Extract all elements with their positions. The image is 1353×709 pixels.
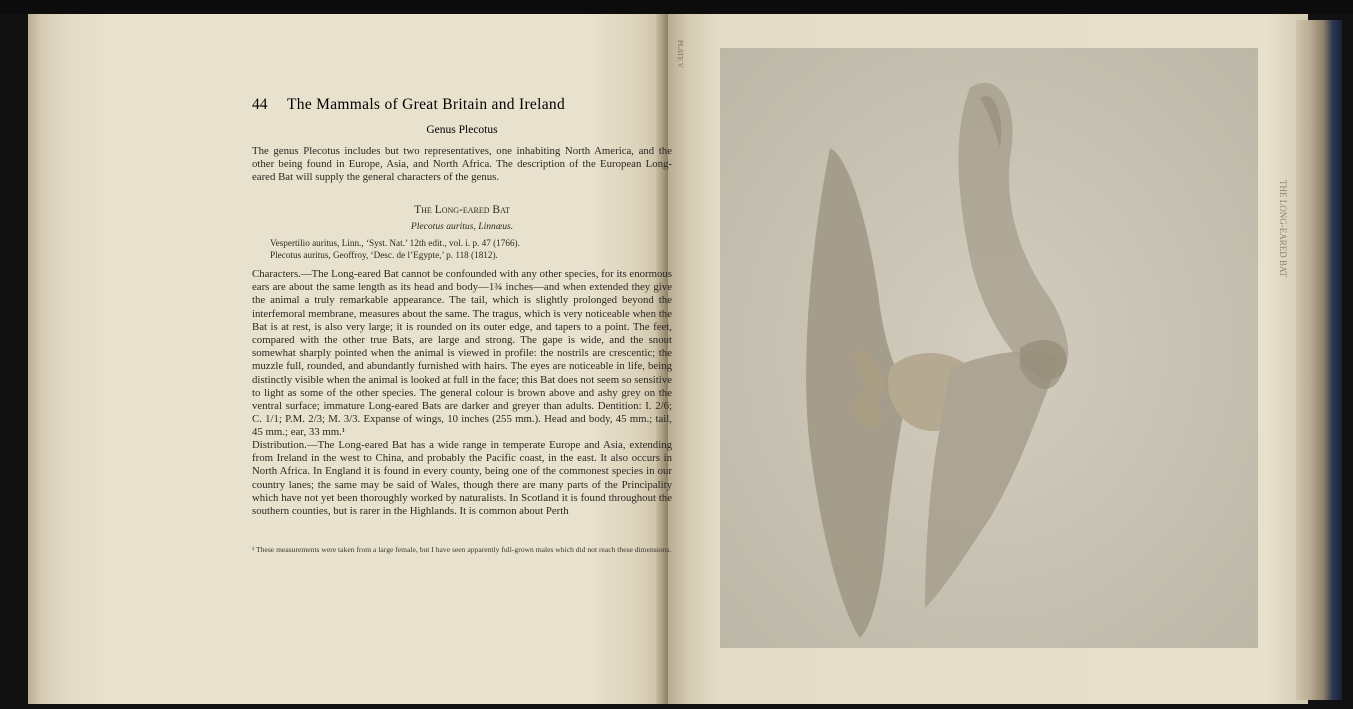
species-heading: The Long-eared Bat: [414, 204, 510, 216]
running-title: The Mammals of Great Britain and Ireland: [287, 96, 565, 113]
genus-intro: The genus Plecotus includes but two representatives, one inhabiting North America, and the other being found in Europe, Asia, and North Africa. The description of the European Long-eared Bat will supply the general characters of the genus.: [252, 145, 672, 184]
species-latin: Plecotus auritus, Linnæus.: [410, 221, 514, 232]
bat-plate-image: [720, 48, 1258, 648]
footnote: ¹ These measurements were taken from a large female, but I have seen apparently full-grown males which did not reach these dimensions.: [252, 545, 672, 554]
characters-paragraph: Characters.—The Long-eared Bat cannot be confounded with any other species, for its enormous ears are about the same length as its head and body—1¾ inches—and when extended they give the animal a truly remarkable appearance. The tail, which is slightly prolonged beyond the interfemoral membrane, measures about the same. The tragus, which is very noticeable when the Bat is at rest, is also very large; it is rounded on its outer edge, and tapers to a point. The feet, compared with the other true Bats, are large and strong. The gape is wide, and the snout somewhat sharply pointed when the animal is viewed in profile: the nostrils are crescentic; the muzzle full, rounded, and abundantly furnished with hairs. The eyes are noticeable in life, being distinctly visible when the animal is looked at full in the face; this Bat does not seem so sensitive to light as some of the other species. The general colour is brown above and ashy grey on the ventral surface; immature Long-eared Bats are darker and greyer than adults. Dentition: I. 2/6; C. 1/1; P.M. 2/3; M. 3/3. Expanse of wings, 10 inches (255 mm.). Head and body, 45 mm.; tail, 45 mm.; ear, 33 mm.¹: [252, 268, 672, 439]
synonym-ref-1: Vespertilio auritus, Linn., ‘Syst. Nat.’ 12th edit., vol. i. p. 47 (1766).: [270, 238, 520, 248]
distribution-paragraph: Distribution.—The Long-eared Bat has a wide range in temperate Europe and Asia, extending from Ireland in the west to China, and probably the Pacific coast, in the east. It also occurs in North Africa. In England it is found in every county, being one of the commonest species in our country lanes; the same may be said of Wales, though there are many parts of the Principality which have not yet been thoroughly worked by naturalists. In Scotland it is found throughout the southern counties, but is rarer in the Highlands. It is common about Perth: [252, 439, 672, 518]
plate-edge-label: PLATE V: [676, 40, 684, 68]
genus-heading: Genus Plecotus: [426, 124, 498, 136]
synonym-ref-2: Plecotus auritus, Geoffroy, ‘Desc. de l’Egypte,’ p. 118 (1812).: [270, 250, 498, 260]
page-number: 44: [252, 96, 268, 113]
running-header: [252, 96, 672, 116]
bat-illustration: [720, 48, 1258, 648]
page-edges: [1296, 20, 1342, 700]
plate-caption: THE LONG-EARED BAT: [1278, 180, 1288, 277]
dark-background: [0, 0, 1353, 14]
